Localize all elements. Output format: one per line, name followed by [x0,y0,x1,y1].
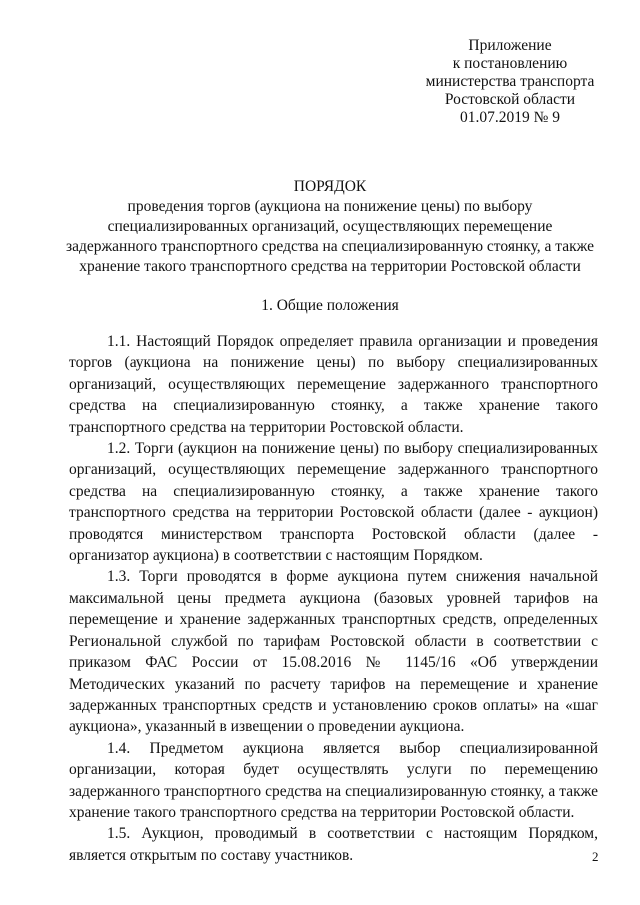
document-subtitle-line: проведения торгов (аукциона на понижение цены) по выбору [127,198,533,215]
paragraph-1-1: 1.1. Настоящий Порядок определяет правила организации и проведения торгов (аукциона на понижение цены) по выбору специализированных организаций, осуществляющих перемещение задержанного транспортного средства на специализированную стоянку, а также хранение такого транспортного средства на территории Ростовской области. [69,333,598,436]
paragraph-1-5: 1.5. Аукцион, проводимый в соответствии с настоящим Порядком, является открытым по составу участников. [69,825,598,864]
document-subtitle-line: задержанного транспортного средства на специализированную стоянку, а также [65,238,595,255]
approval-line: Приложение [468,37,552,54]
page-number: 2 [592,849,599,864]
paragraph-1-3: 1.3. Торги проводятся в форме аукциона путем снижения начальной максимальной цены предмета аукциона (базовых уровней тарифов на перемещение и хранение задержанных транспортных средств, определенных Региональной службой по тарифам Ростовской области в соответствии с приказом ФАС России от 15.08.2016 № 1145/16 «Об утверждении Методических указаний по расчету тарифов на перемещение и хранение задержанных транспортных средств и установлению сроков оплаты» на «шаг аукциона», указанный в извещении о проведении аукциона. [69,568,598,736]
document-subtitle-line: специализированных организаций, осуществляющих перемещение [107,218,553,235]
paragraph-1-4: 1.4. Предметом аукциона является выбор специализированной организации, которая будет осуществлять услуги по перемещению задержанного транспортного средства на специализированную стоянку, а также хранение такого транспортного средства на территории Ростовской области. [69,739,598,821]
document-title: ПОРЯДОК [293,178,367,195]
paragraph-1-2: 1.2. Торги (аукцион на понижение цены) по выбору специализированных организаций, осуществляющих перемещение задержанного транспортного средства на специализированную стоянку, а также хранение такого транспортного средства на территории Ростовской области (далее - аукцион) проводятся министерством транспорта Ростовской области (далее - организатор аукциона) в соответствии с настоящим Порядком. [69,440,598,565]
approval-date-number: 01.07.2019 № 9 [459,109,561,126]
approval-block [390,37,630,127]
document-title-block [60,177,600,277]
approval-line: Ростовской области [444,91,576,108]
document-body [69,331,598,866]
document-subtitle-line: хранение такого транспортного средства на территории Ростовской области [79,258,581,275]
approval-line: к постановлению [452,55,568,72]
section-heading: 1. Общие положения [261,297,399,314]
approval-line: министерства транспорта [425,73,595,90]
